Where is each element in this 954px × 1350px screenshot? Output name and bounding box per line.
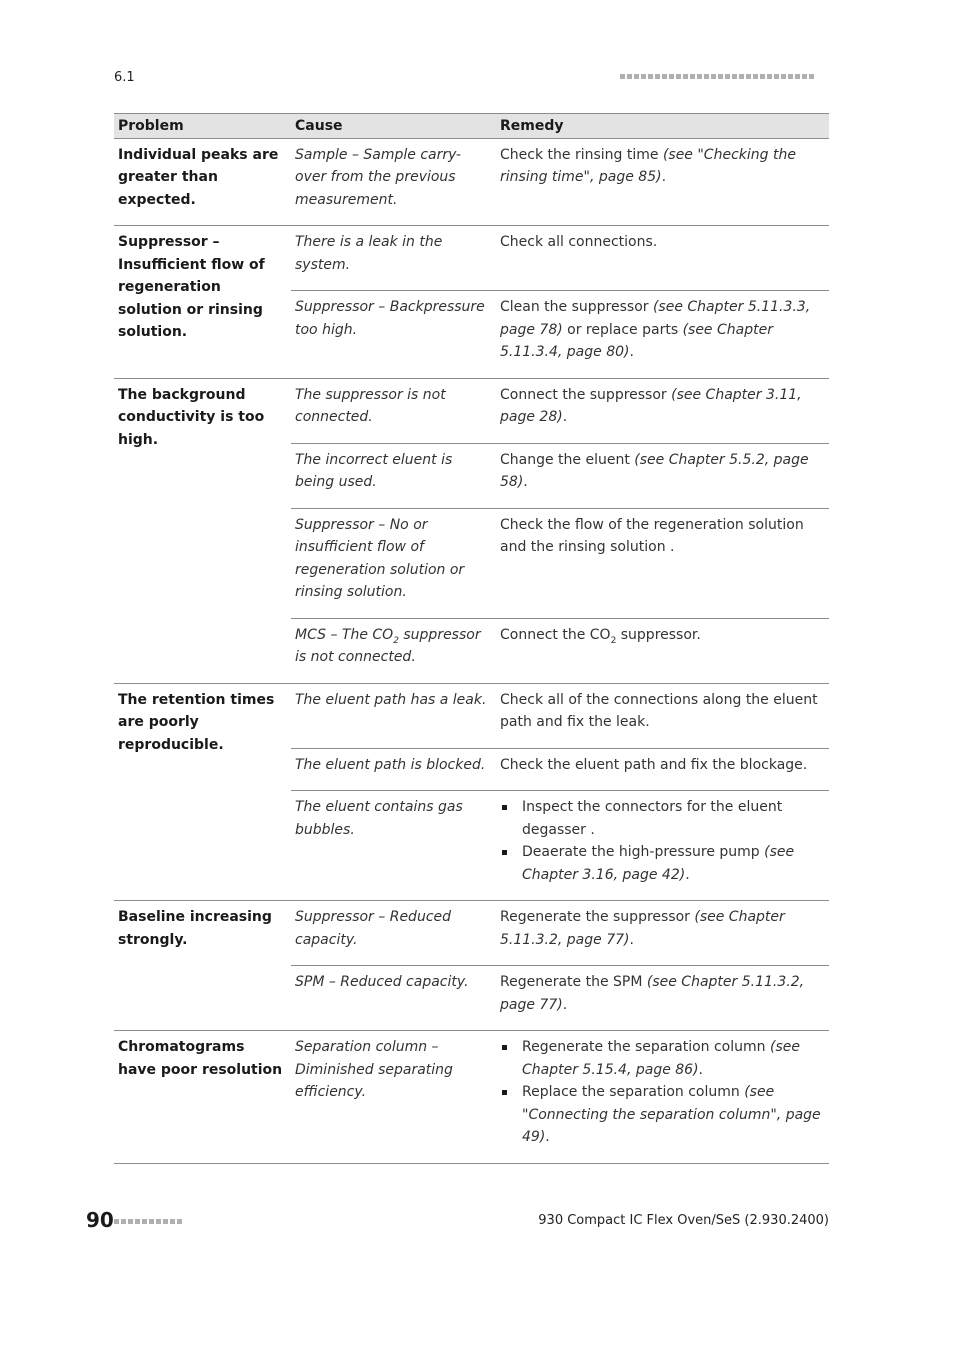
column-header-problem: Problem (114, 114, 291, 139)
remedy-cell: Check the rinsing time (see "Checking the rinsing time", page 85). (496, 138, 829, 226)
list-item: Replace the separation column (see "Connecting the separation column", page 49). (522, 1081, 825, 1149)
cause-cell: Suppressor – Backpressure too high. (291, 291, 496, 379)
problem-cell: The background conductivity is too high. (114, 378, 291, 683)
footer-decoration (114, 1219, 182, 1224)
remedy-cell: Regenerate the suppressor (see Chapter 5.11.3.2, page 77). (496, 901, 829, 966)
cause-cell: The eluent path is blocked. (291, 748, 496, 791)
cause-cell: SPM – Reduced capacity. (291, 966, 496, 1031)
page-number: 90 (86, 1208, 114, 1232)
cross-reference: (see Chapter 5.15.4, page 86) (522, 1039, 800, 1078)
table-row (114, 901, 829, 966)
cross-reference: (see Chapter 5.5.2, page 58) (500, 451, 809, 490)
cause-cell: There is a leak in the system. (291, 226, 496, 291)
table-row (114, 226, 829, 291)
remedy-cell: Clean the suppressor (see Chapter 5.11.3.3, page 78) or replace parts (see Chapter 5.11.3.4, page 80). (496, 291, 829, 379)
problem-cell: Chromatograms have poor resolution (114, 1031, 291, 1164)
remedy-cell (496, 1031, 829, 1164)
list-item: Inspect the connectors for the eluent degasser . (522, 796, 825, 841)
list-item: Regenerate the separation column (see Chapter 5.15.4, page 86). (522, 1036, 825, 1081)
column-header-cause: Cause (291, 114, 496, 139)
document-title: 930 Compact IC Flex Oven/SeS (2.930.2400) (538, 1213, 829, 1228)
cause-cell: Suppressor – No or insufficient flow of regeneration solution or rinsing solution. (291, 508, 496, 618)
cross-reference: (see Chapter 3.16, page 42) (522, 844, 795, 883)
remedy-cell: Regenerate the SPM (see Chapter 5.11.3.2, page 77). (496, 966, 829, 1031)
table-row (114, 378, 829, 443)
remedy-cell: Connect the suppressor (see Chapter 3.11, page 28). (496, 378, 829, 443)
cause-cell: Separation column – Diminished separating efficiency. (291, 1031, 496, 1164)
column-header-remedy: Remedy (496, 114, 829, 139)
cause-cell: Sample – Sample carry-over from the previous measurement. (291, 138, 496, 226)
remedy-list (500, 1036, 825, 1149)
section-number: 6.1 (114, 70, 135, 85)
troubleshooting-table (114, 113, 829, 1164)
cause-cell: The eluent path has a leak. (291, 683, 496, 748)
cause-cell: Suppressor – Reduced capacity. (291, 901, 496, 966)
table-row (114, 683, 829, 748)
remedy-cell: Change the eluent (see Chapter 5.5.2, page 58). (496, 443, 829, 508)
remedy-cell: Check the flow of the regeneration solution and the rinsing solution . (496, 508, 829, 618)
remedy-list (500, 796, 825, 886)
problem-cell: Individual peaks are greater than expected. (114, 138, 291, 226)
cause-cell: The incorrect eluent is being used. (291, 443, 496, 508)
cross-reference: (see Chapter 3.11, page 28) (500, 386, 802, 425)
cross-reference: (see Chapter 5.11.3.3, page 78) (500, 299, 811, 338)
table-header-row (114, 114, 829, 139)
problem-cell: Baseline increasing strongly. (114, 901, 291, 1031)
remedy-cell (496, 791, 829, 901)
cross-reference: (see Chapter 5.11.3.4, page 80) (500, 321, 773, 360)
table-row (114, 1031, 829, 1164)
list-item: Deaerate the high-pressure pump (see Chapter 3.16, page 42). (522, 841, 825, 886)
cause-cell: The eluent contains gas bubbles. (291, 791, 496, 901)
cross-reference: (see "Connecting the separation column", page 49) (522, 1084, 821, 1145)
remedy-cell: Check all connections. (496, 226, 829, 291)
table-row (114, 138, 829, 226)
header-decoration (620, 74, 814, 79)
remedy-cell: Connect the $CO_2$ suppressor. (496, 618, 829, 683)
remedy-cell: Check the eluent path and fix the blockage. (496, 748, 829, 791)
cross-reference: (see "Checking the rinsing time", page 85) (500, 146, 796, 185)
cross-reference: (see Chapter 5.11.3.2, page 77) (500, 974, 805, 1013)
cause-cell: MCS – The $CO_2$ suppressor is not connected. (291, 618, 496, 683)
cause-cell: The suppressor is not connected. (291, 378, 496, 443)
remedy-cell: Check all of the connections along the eluent path and fix the leak. (496, 683, 829, 748)
problem-cell: The retention times are poorly reproducible. (114, 683, 291, 901)
problem-cell: Suppressor – Insufficient flow of regeneration solution or rinsing solution. (114, 226, 291, 379)
cross-reference: (see Chapter 5.11.3.2, page 77) (500, 909, 785, 948)
